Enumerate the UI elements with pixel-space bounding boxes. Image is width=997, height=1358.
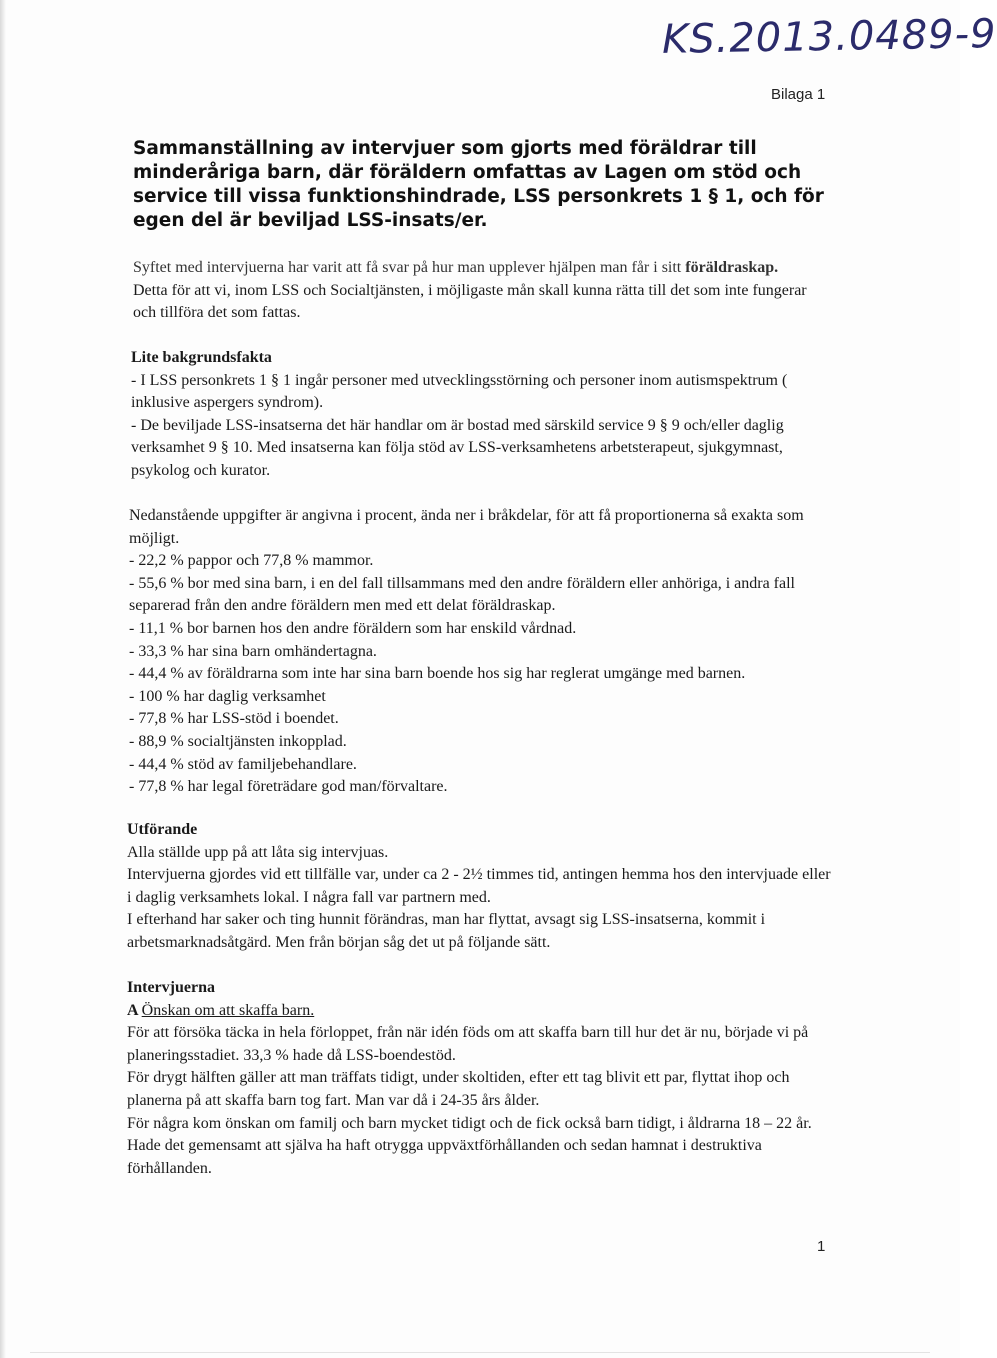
background-paragraph: - De beviljade LSS-insatserna det här handlar om är bostad med särskild service 9 § 9 och/eller daglig verksamhet 9 § 10. Med insatserna kan följa stöd av LSS-verksamhetens arbetsterapeut, sjukgymnast, psykolog och kurator. [131,416,784,479]
subsection-title: Önskan om att skaffa barn. [141,1001,315,1019]
statistics-item: - 88,9 % socialtjänsten inkopplad. [129,732,347,750]
scan-edge-shadow [0,0,6,1358]
statistics-item: - 22,2 % pappor och 77,8 % mammor. [129,552,374,570]
interviews-heading: Intervjuerna [127,979,215,996]
purpose-bold-word: föräldraskap. [685,259,779,276]
purpose-goal: Detta för att vi, inom LSS och Socialtjänsten, i möjligaste mån skall kunna rätta till det som inte fungerar och tillföra det som fattas. [133,281,807,322]
interviews-subsection-heading [127,1000,837,1023]
statistics-item: - 11,1 % bor barnen hos den andre föräldern som har enskild vårdnad. [129,619,577,637]
purpose-section [133,257,833,325]
statistics-item: - 44,4 % av föräldrarna som inte har sina barn boende hos sig har reglerat umgänge med barnen. [129,665,746,683]
execution-paragraph: Alla ställde upp på att låta sig intervjuas. [127,843,389,861]
statistics-item: - 77,8 % har legal företrädare god man/förvaltare. [129,778,448,796]
purpose-text: Syftet med intervjuerna har varit att få svar på hur man upplever hjälpen man får i sitt [133,259,686,276]
execution-paragraph: I efterhand har saker och ting hunnit förändras, man har flyttat, avsagt sig LSS-insatserna, kommit i arbetsmarknadsåtgärd. Men från början såg det ut på följande sätt. [127,911,766,951]
statistics-intro: Nedanstående uppgifter är angivna i procent, ända ner i bråkdelar, för att få proportionerna så exakta som möjligt. [129,507,804,547]
interviews-paragraph: För att försöka täcka in hela förloppet, från när idén föds om att skaffa barn till hur det är nu, började vi på planeringsstadiet. 33,3 % hade då LSS-boendestöd. [127,1024,809,1064]
statistics-item: - 100 % har daglig verksamhet [129,687,326,705]
interviews-section [127,977,837,1180]
background-section [131,347,831,483]
execution-heading: Utförande [127,821,198,838]
subsection-letter: A [127,1001,142,1019]
execution-paragraph: Intervjuerna gjordes vid ett tillfälle var, under ca 2 - 2½ timmes tid, antingen hemma hos den intervjuade eller i daglig verksamhets lokal. I några fall var partnern med. [127,866,831,906]
statistics-item: - 55,6 % bor med sina barn, i en del fall tillsammans med den andre föräldern eller anhöriga, i andra fall separerad från den andre föräldern men med ett delat föräldraskap. [129,574,795,615]
statistics-section [129,505,829,799]
document-title: Sammanställning av intervjuer som gjorts med föräldrar till minderåriga barn, där föräldern omfattas av Lagen om stöd och service till vissa funktionshindrade, LSS personkrets 1 § 1, och för egen del är beviljad LSS-insats/er. [133,138,824,231]
statistics-item: - 44,4 % stöd av familjebehandlare. [129,755,357,773]
background-paragraph: - I LSS personkrets 1 § 1 ingår personer med utvecklingsstörning och personer inom autismspektrum ( inklusive aspergers syndrom). [131,371,788,412]
background-heading: Lite bakgrundsfakta [131,349,272,366]
statistics-item: - 77,8 % har LSS-stöd i boendet. [129,710,339,728]
handwritten-reference-number: KS.2013.0489-9 [661,11,997,63]
statistics-item: - 33,3 % har sina barn omhändertagna. [129,642,377,660]
attachment-label: Bilaga 1 [771,86,826,103]
page-number: 1 [817,1238,826,1255]
scan-bottom-edge [30,1352,930,1353]
execution-section [127,819,837,955]
purpose-statement [133,257,833,280]
interviews-paragraph: För några kom önskan om familj och barn mycket tidigt och de fick också barn tidigt, i åldrarna 18 – 22 år. Hade det gemensamt att själva ha haft otrygga uppväxtförhållanden och sedan hamnat i destruktiva förhållanden. [127,1114,812,1177]
interviews-paragraph: För drygt hälften gäller att man träffats tidigt, under skoltiden, efter ett tag blivit ett par, flyttat ihop och planerna på att skaffa barn tog fart. Man var då i 24-35 års ålder. [127,1069,790,1109]
